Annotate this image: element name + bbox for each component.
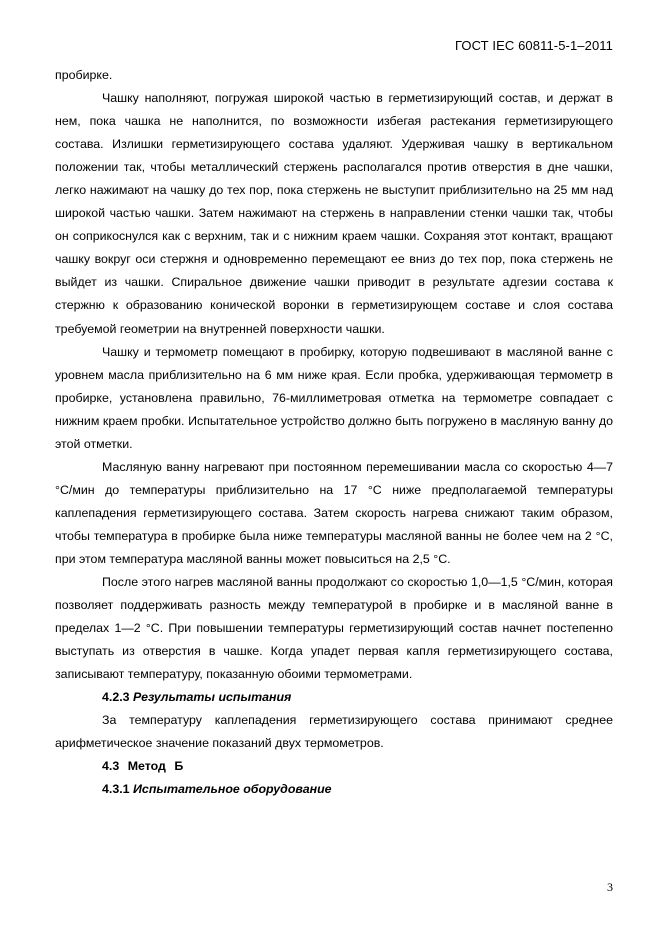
paragraph-heating-bath: Масляную ванну нагревают при постоянном перемешивании масла со скоростью 4—7 °С/мин до температуры приблизительно на 17 °С ниже предполагаемой температуры каплепадения герметизирующего состава. Затем скорость нагрева снижают таким образом, чтобы температура в пробирке была ниже температуры масляной ванны не более чем на 2 °С, при этом температура масляной ванны может повыситься на 2,5 °С.: [55, 459, 613, 566]
paragraph-test-results: За температуру каплепадения герметизирующего состава принимают среднее арифметическое значение показаний двух термометров.: [55, 713, 613, 751]
section-heading-4-3: [55, 755, 613, 778]
section-title: Метод Б: [127, 759, 184, 774]
section-heading-4-3-1: [55, 778, 613, 801]
section-title: Результаты испытания: [133, 690, 292, 705]
paragraph-filling-cup: Чашку наполняют, погружая широкой частью в герметизирующий состав, и держат в нем, пока чашка не наполнится, по возможности избегая растекания герметизирующего состава. Излишки герметизирующего состава удаляют. Удерживая чашку в вертикальном положении так, чтобы металлический стержень располагался против отверстия в дне чашки, легко нажимают на чашку до тех пор, пока стержень не выступит приблизительно на 25 мм над широкой частью чашки. Затем нажимают на стержень в направлении стенки чашки так, чтобы он соприкоснулся как с верхним, так и с нижним краем чашки. Сохраняя этот контакт, вращают чашку вокруг оси стержня и одновременно перемещают ее вниз до тех пор, пока стержень не выйдет из чашки. Спиральное движение чашки приводит в результате адгезии состава к стержню к образованию конической воронки в герметизирующем составе и слоя состава требуемой геометрии на внутренней поверхности чашки.: [55, 91, 613, 336]
section-heading-4-2-3: [55, 686, 613, 709]
page-number: 3: [607, 880, 613, 894]
section-number: 4.3: [102, 759, 120, 774]
section-number: 4.2.3: [102, 690, 130, 705]
paragraph-continued-heating: После этого нагрев масляной ванны продолжают со скоростью 1,0—1,5 °С/мин, которая позволяет поддерживать разность между температурой в пробирке и в масляной ванне в пределах 1—2 °С. При повышении температуры герметизирующий состав начнет постепенно выступать из отверстия в чашке. Когда упадет первая капля герметизирующего состава, записывают температуру, показанную обоими термометрами.: [55, 575, 613, 682]
section-number: 4.3.1: [102, 782, 130, 797]
paragraph-continuation: пробирке.: [55, 68, 113, 82]
page-header-standard: ГОСТ IEC 60811-5-1–2011: [454, 38, 613, 53]
paragraph-tube-thermometer: Чашку и термометр помещают в пробирку, которую подвешивают в масляной ванне с уровнем масла приблизительно на 6 мм ниже края. Если пробка, удерживающая термометр в пробирке, установлена правильно, 76-миллиметровая отметка на термометре совпадает с нижним краем пробки. Испытательное устройство должно быть погружено в масляную ванну до этой отметки.: [55, 344, 613, 451]
section-title: Испытательное оборудование: [133, 782, 332, 797]
document-body: [55, 64, 613, 802]
